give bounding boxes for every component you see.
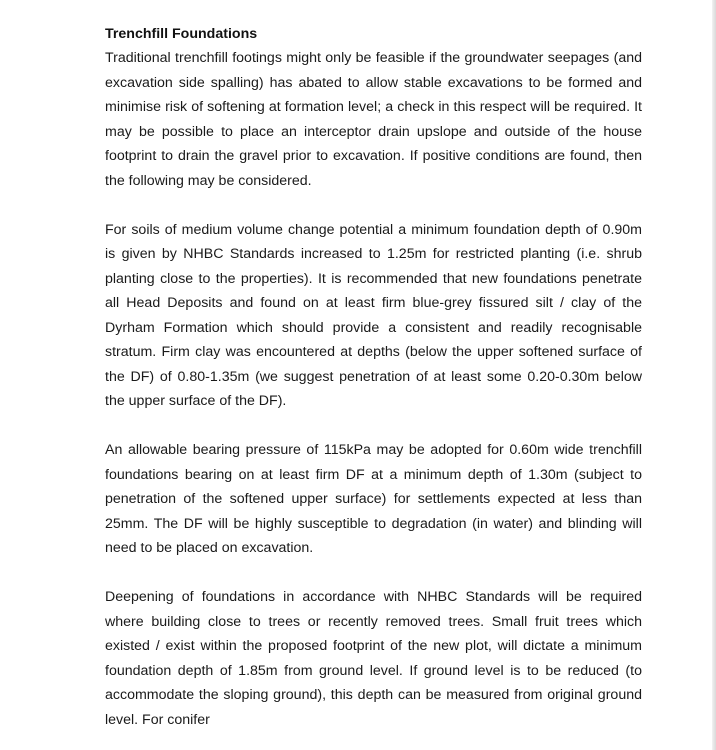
paragraph-groundwater: Traditional trenchfill footings might only be feasible if the groundwater seepages (and excavation side spalling) has abated to allow stable excavations to be formed and minimise risk of softening at formation level; a check in this respect will be required. It may be possible to place an interceptor drain upslope and outside of the house footprint to drain the gravel prior to excavation. If positive conditions are found, then the following may be considered. [105,50,642,189]
document-body [105,26,642,732]
paragraph-bearing-pressure: An allowable bearing pressure of 115kPa may be adopted for 0.60m wide trenchfill foundations bearing on at least firm DF at a minimum depth of 1.30m (subject to penetration of the softened upper surface) for settlements expected at less than 25mm. The DF will be highly susceptible to degradation (in water) and blinding will need to be placed on excavation. [105,442,642,556]
section-heading: Trenchfill Foundations [105,26,258,42]
paragraph-trees: Deepening of foundations in accordance with NHBC Standards will be required where building close to trees or recently removed trees. Small fruit trees which existed / exist within the proposed footprint of the new plot, will dictate a minimum foundation depth of 1.85m from ground level. If ground level is to be reduced (to accommodate the sloping ground), this depth can be measured from original ground level. For conifer [105,589,642,728]
paragraph-foundation-depth: For soils of medium volume change potential a minimum foundation depth of 0.90m is given by NHBC Standards increased to 1.25m for restricted planting (i.e. shrub planting close to the properties). It is recommended that new foundations penetrate all Head Deposits and found on at least firm blue-grey fissured silt / clay of the Dyrham Formation which should provide a consistent and readily recognisable stratum. Firm clay was encountered at depths (below the upper softened surface of the DF) of 0.80-1.35m (we suggest penetration of at least some 0.20-0.30m below the upper surface of the DF). [105,221,642,409]
page-edge-shadow [712,0,716,750]
